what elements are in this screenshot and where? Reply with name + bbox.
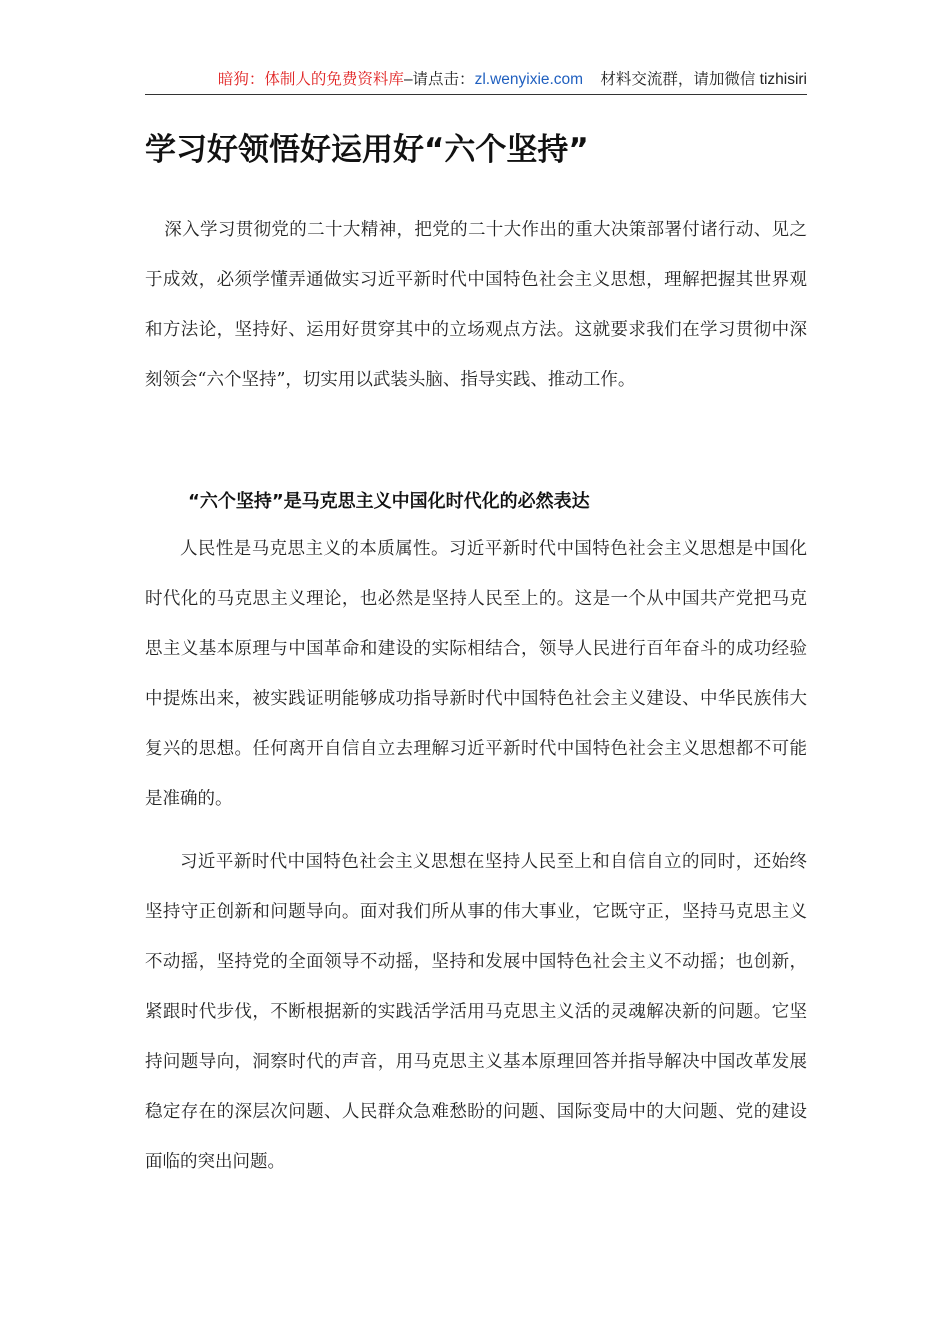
section-heading: “六个坚持”是马克思主义中国化时代化的必然表达 (188, 491, 590, 512)
header-group-note: 材料交流群，请加微信 tizhisiri (600, 71, 807, 88)
header-spacer (583, 71, 600, 88)
header-click-prompt: –请点击： (403, 71, 475, 88)
body-paragraph-1: 人民性是马克思主义的本质属性。习近平新时代中国特色社会主义思想是中国化时代化的马克思主义理论，也必然是坚持人民至上的。这是一个从中国共产党把马克思主义基本原理与中国革命和建设的实际相结合，领导人民进行百年奋斗的成功经验中提炼出来，被实践证明能够成功指导新时代中国特色社会主义建设、中华民族伟大复兴的思想。任何离开自信自立去理解习近平新时代中国特色社会主义思想都不可能是准确的。 (145, 539, 807, 809)
page-header (145, 68, 807, 95)
intro-paragraph: 深入学习贯彻党的二十大精神，把党的二十大作出的重大决策部署付诸行动、见之于成效，必须学懂弄通做实习近平新时代中国特色社会主义思想，理解把握其世界观和方法论，坚持好、运用好贯穿其中的立场观点方法。这就要求我们在学习贯彻中深刻领会“六个坚持”，切实用以武装头脑、指导实践、推动工作。 (145, 220, 807, 390)
header-site-name: 暗狗：体制人的免费资料库 (217, 71, 404, 88)
document-title: 学习好领悟好运用好“六个坚持” (145, 132, 589, 168)
header-url-link[interactable]: zl.wenyixie.com (474, 71, 584, 88)
body-paragraph-2: 习近平新时代中国特色社会主义思想在坚持人民至上和自信自立的同时，还始终坚持守正创新和问题导向。面对我们所从事的伟大事业，它既守正，坚持马克思主义不动摇，坚持党的全面领导不动摇，坚持和发展中国特色社会主义不动摇；也创新，紧跟时代步伐，不断根据新的实践活学活用马克思主义活的灵魂解决新的问题。它坚持问题导向，洞察时代的声音，用马克思主义基本原理回答并指导解决中国改革发展稳定存在的深层次问题、人民群众急难愁盼的问题、国际变局中的大问题、党的建设面临的突出问题。 (145, 852, 807, 1172)
